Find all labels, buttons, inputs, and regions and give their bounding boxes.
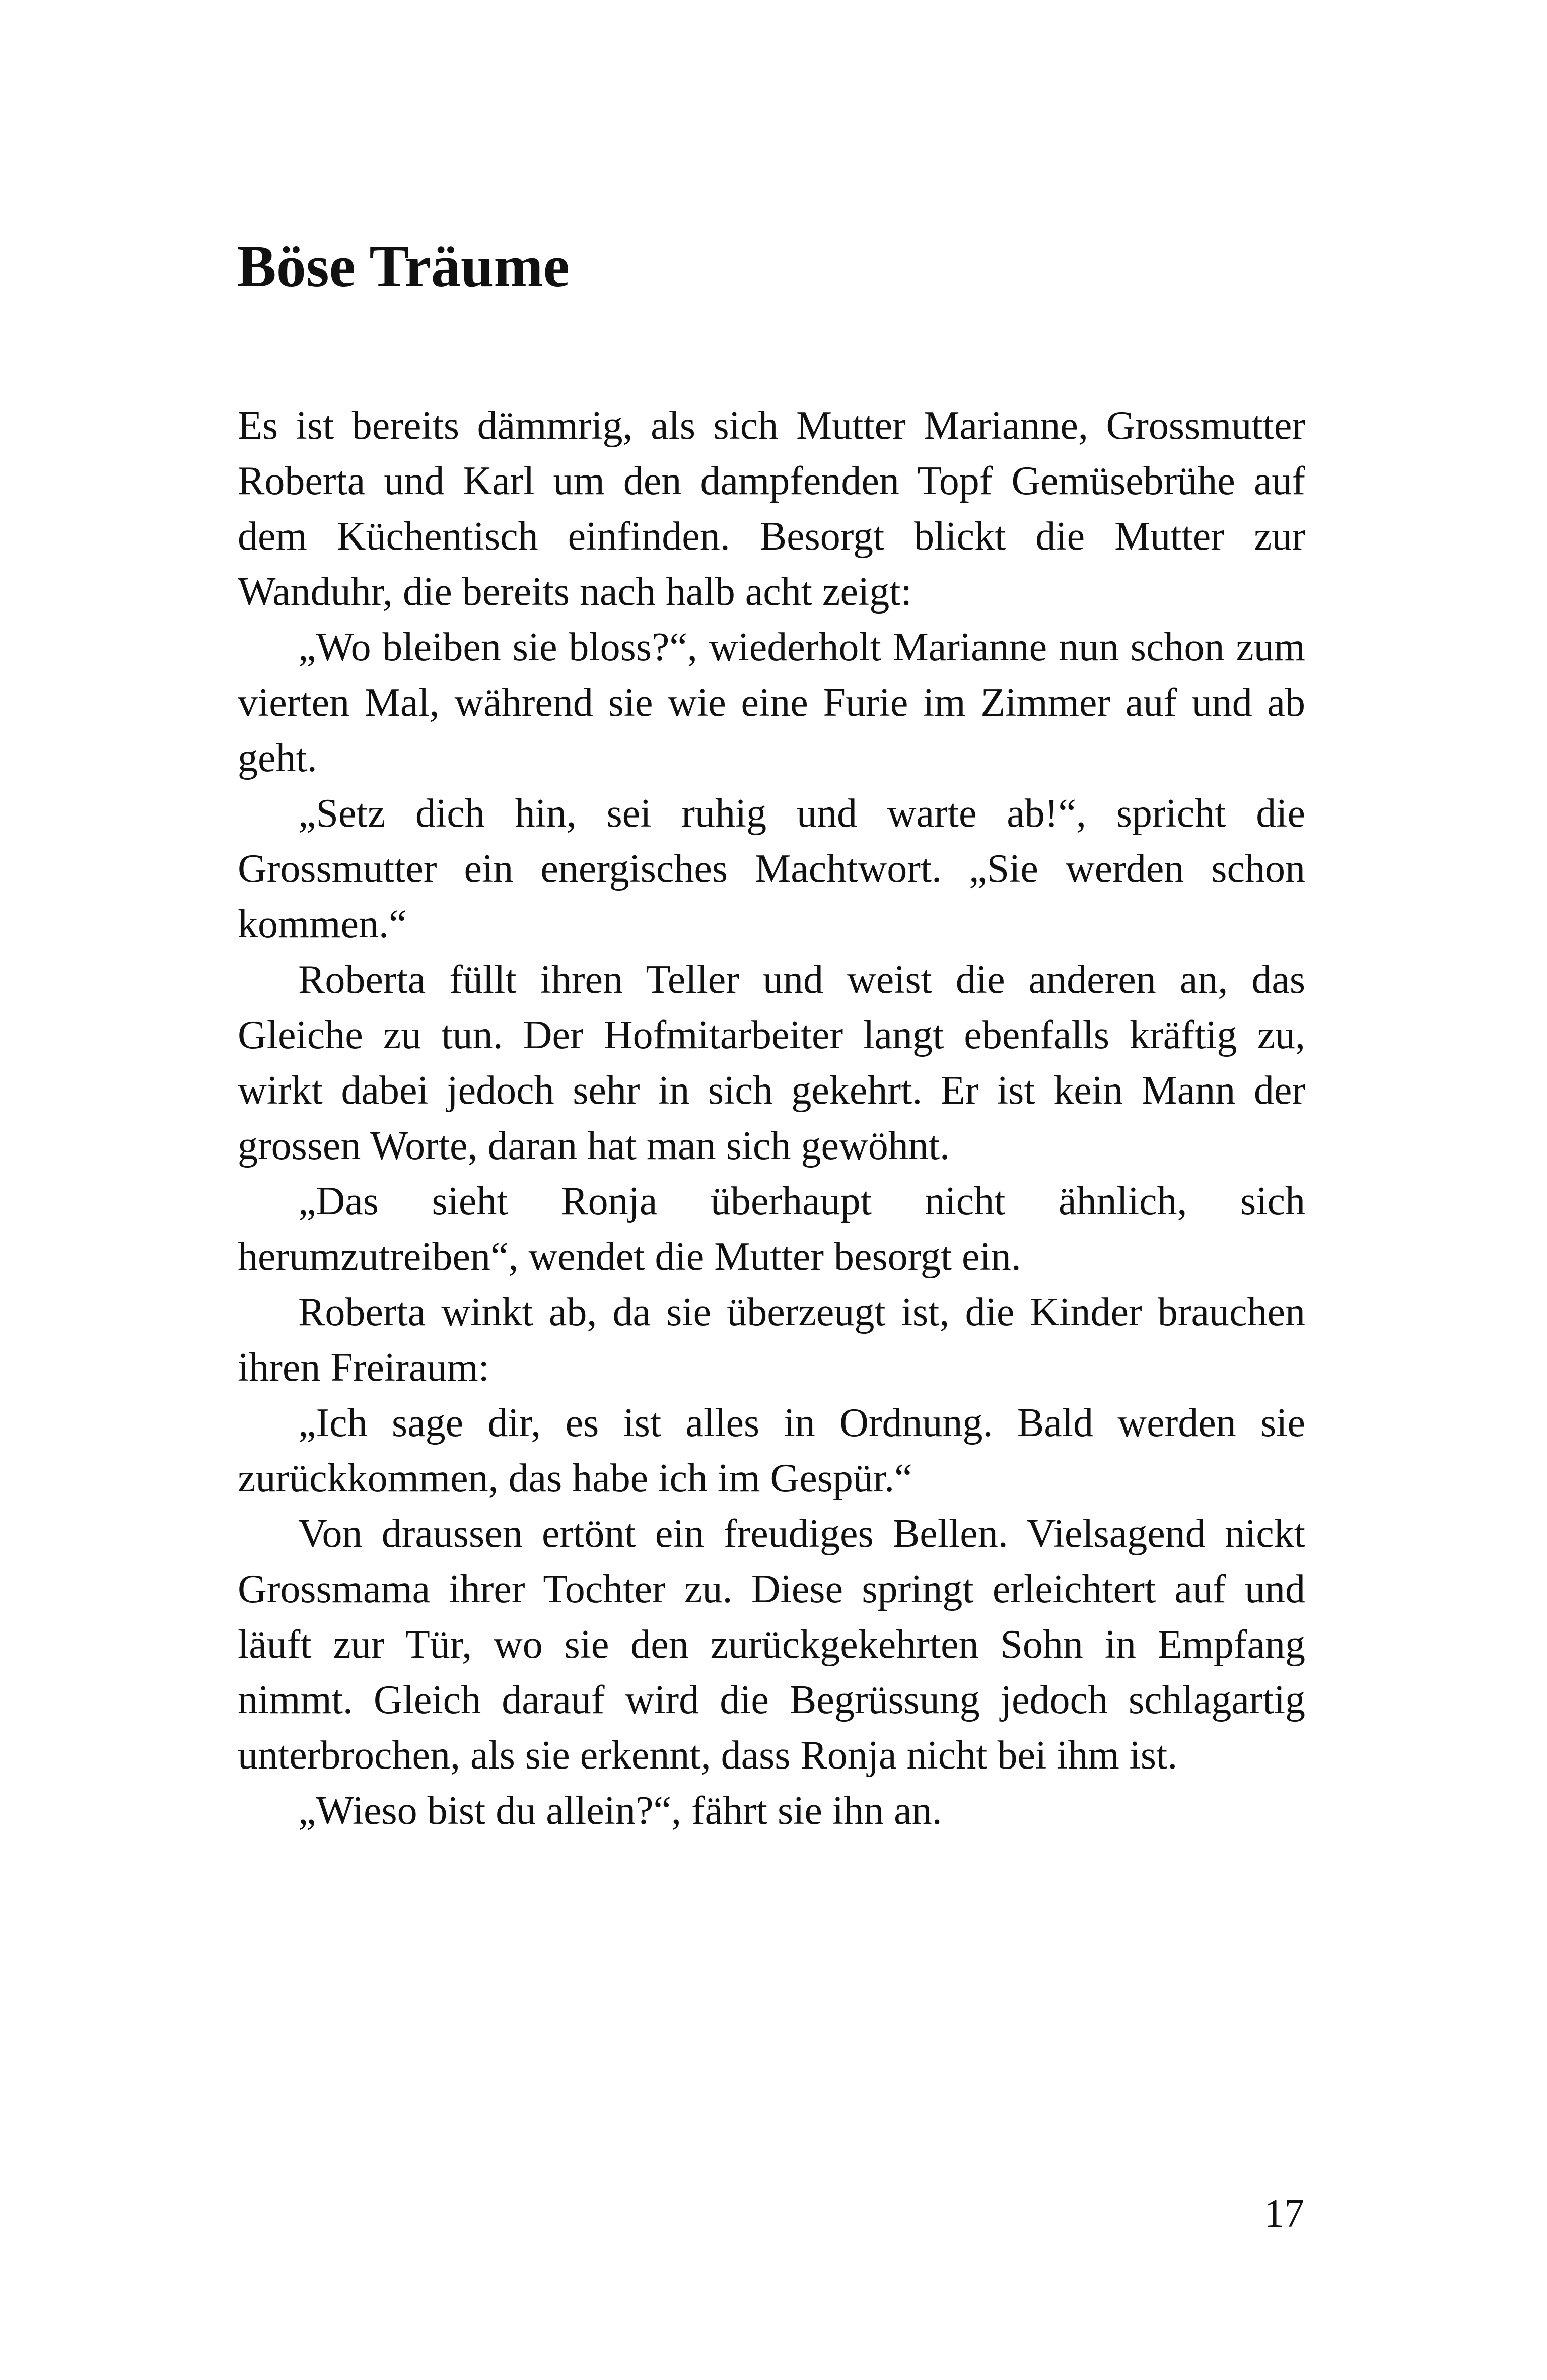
paragraph: „Ich sage dir, es ist alles in Ordnung. Bald werden sie zurückkommen, das habe ich im Gespür.“: [238, 1401, 1305, 1501]
paragraph: „Wo bleiben sie bloss?“, wiederholt Marianne nun schon zum vierten Mal, während sie wie eine Furie im Zimmer auf und ab geht.: [238, 625, 1305, 780]
body-text: [238, 398, 1305, 1839]
paragraph: Roberta füllt ihren Teller und weist die anderen an, das Gleiche zu tun. Der Hofmitarbeiter langt ebenfalls kräftig zu, wirkt dabei jedoch sehr in sich gekehrt. Er ist kein Mann der grossen Worte, daran hat man sich gewöhnt.: [238, 958, 1305, 1168]
paragraph: „Wieso bist du allein?“, fährt sie ihn an.: [298, 1789, 942, 1833]
paragraph: Es ist bereits dämmrig, als sich Mutter Marianne, Grossmutter Roberta und Karl um den dampfenden Topf Gemüsebrühe auf dem Küchentisch einfinden. Besorgt blickt die Mutter zur Wanduhr, die bereits nach halb acht zeigt:: [238, 403, 1305, 614]
page-number: 17: [1264, 2192, 1304, 2236]
chapter-title: Böse Träume: [237, 233, 570, 299]
paragraph: Roberta winkt ab, da sie überzeugt ist, die Kinder brauchen ihren Freiraum:: [238, 1290, 1305, 1390]
paragraph: Von draussen ertönt ein freudiges Bellen. Vielsagend nickt Grossmama ihrer Tochter zu. Diese springt erleichtert auf und läuft zur Tür, wo sie den zurückgekehrten Sohn in Empfang nimmt. Gleich darauf wird die Begrüssung jedoch schlagartig unterbrochen, als sie erkennt, dass Ronja nicht bei ihm ist.: [238, 1512, 1305, 1778]
paragraph: „Das sieht Ronja überhaupt nicht ähnlich, sich herumzutreiben“, wendet die Mutter besorgt ein.: [238, 1179, 1305, 1279]
paragraph: „Setz dich hin, sei ruhig und warte ab!“, spricht die Grossmutter ein energisches Machtwort. „Sie werden schon kommen.“: [238, 791, 1305, 946]
